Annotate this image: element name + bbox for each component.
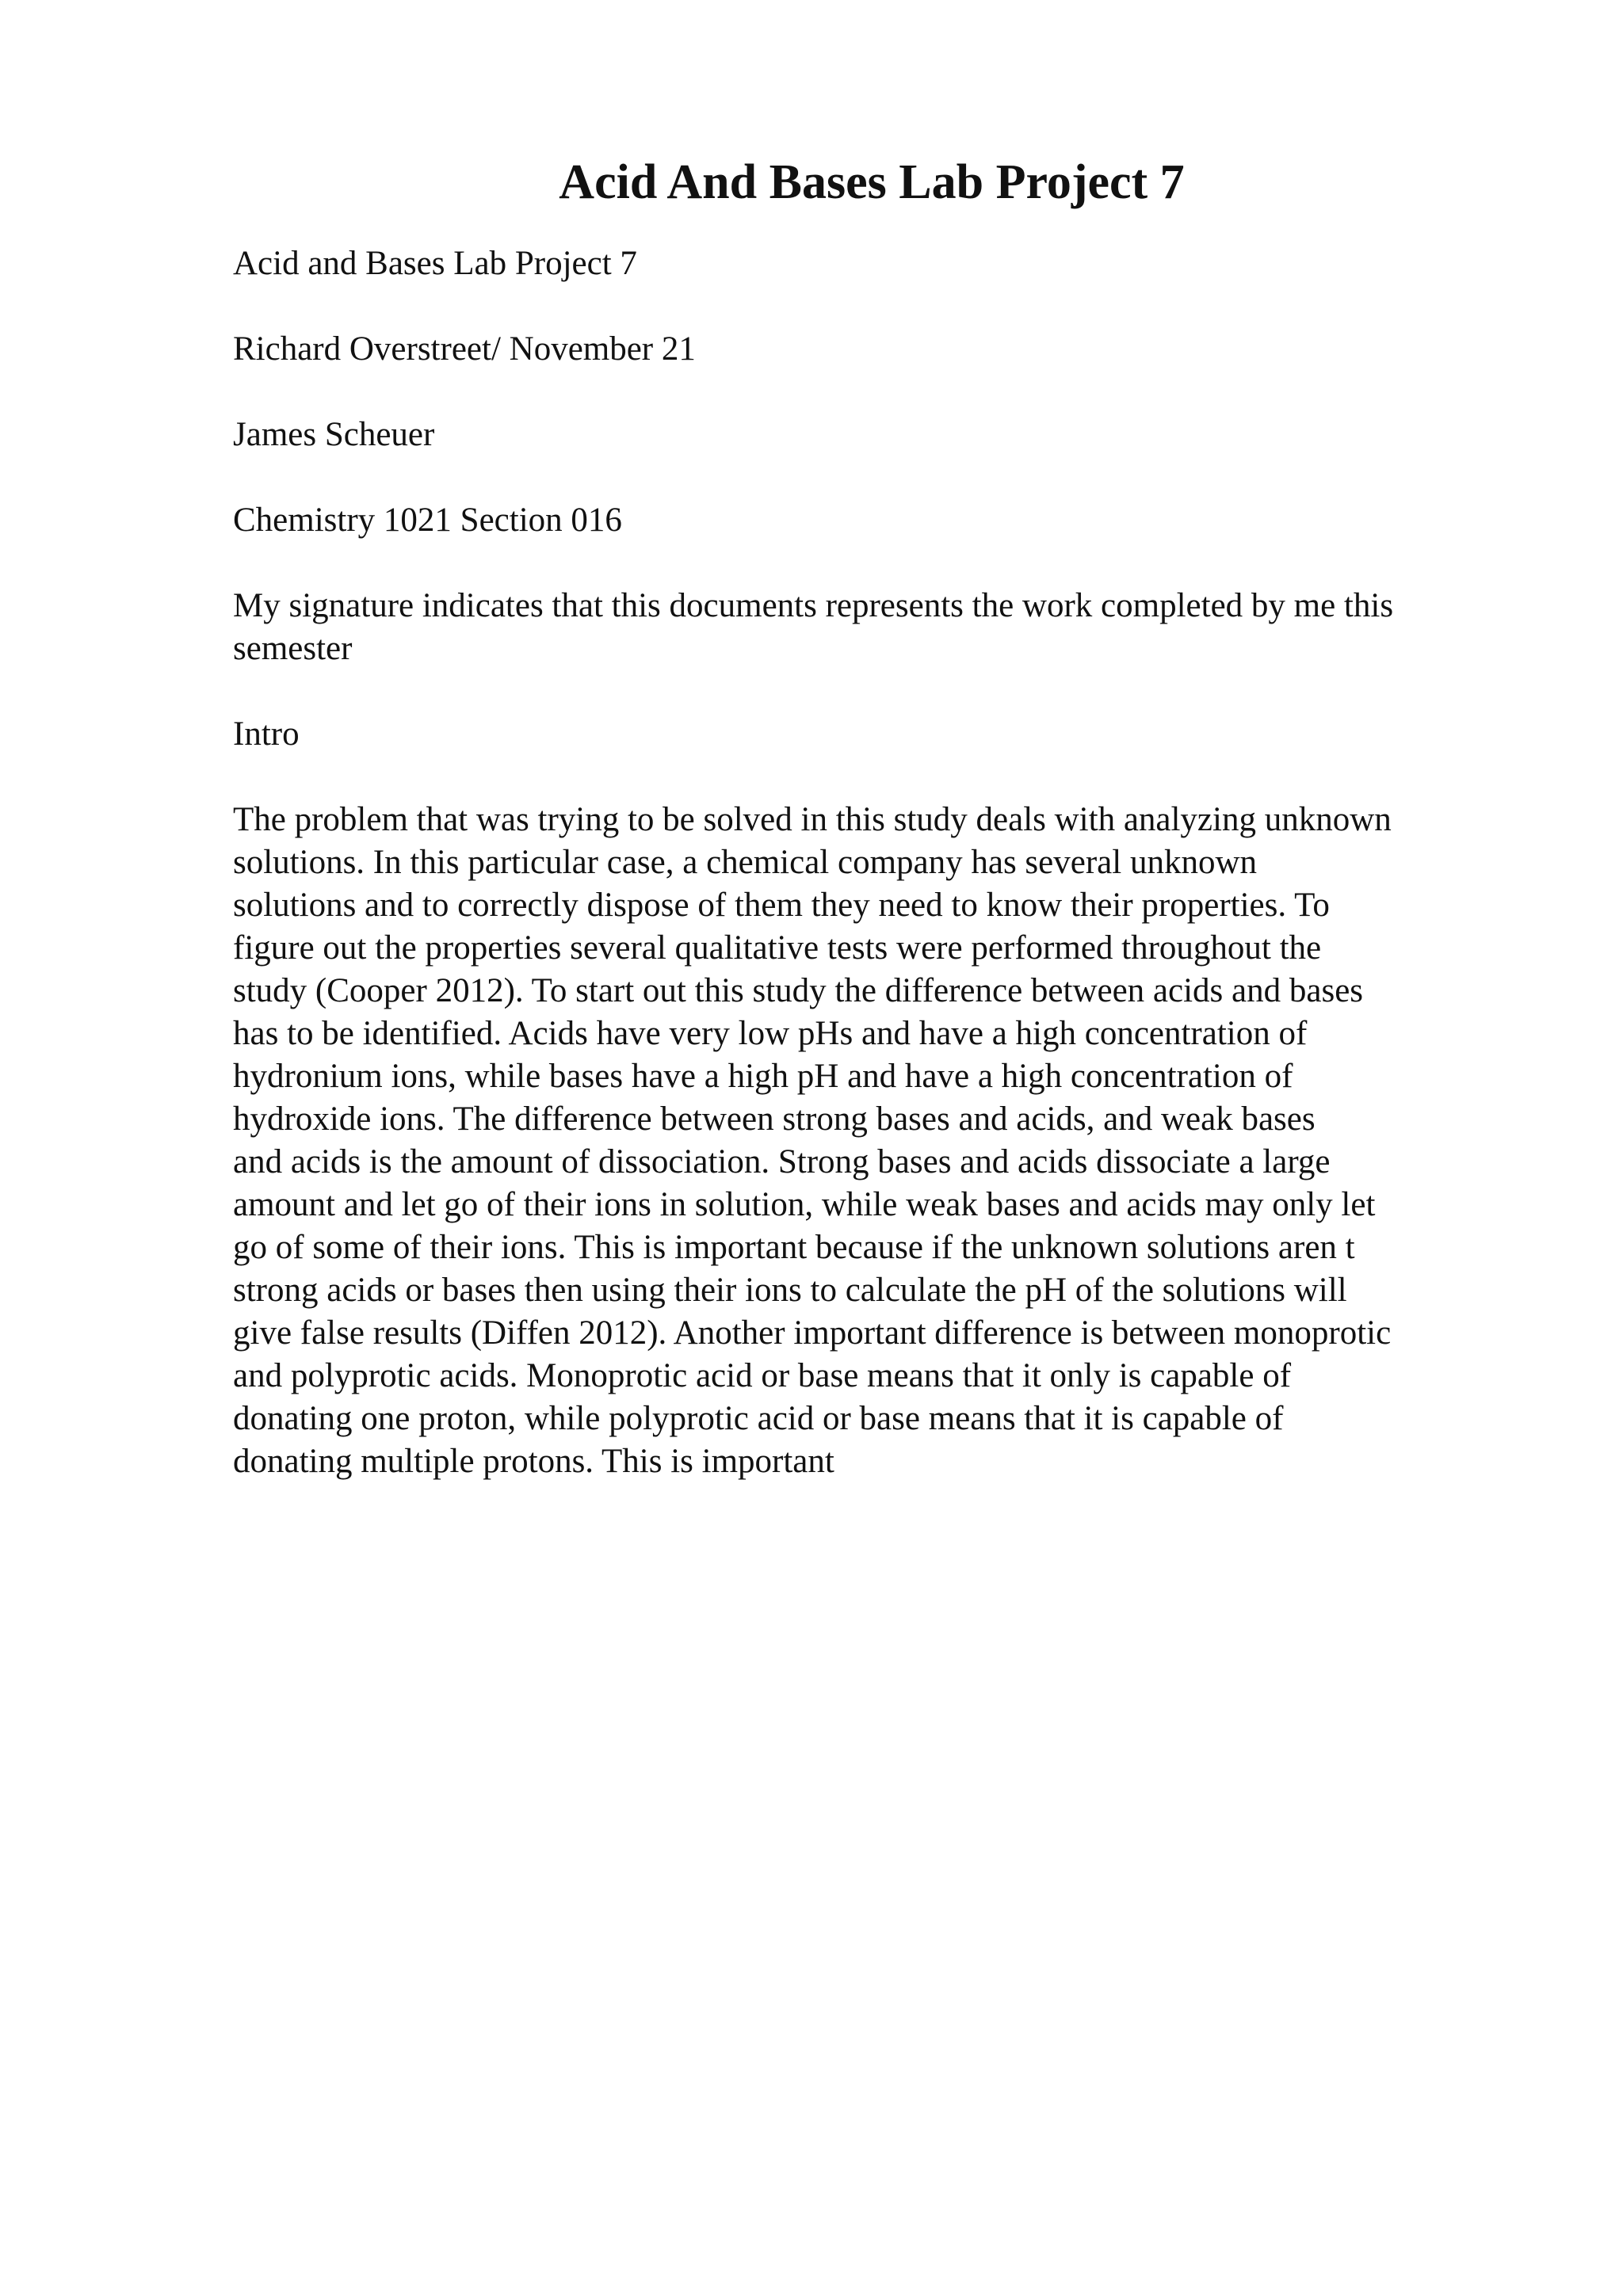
section-heading-intro xyxy=(233,713,1501,756)
text-line: Acid and Bases Lab Project 7 xyxy=(233,245,637,282)
text-line: solutions and to correctly dispose of them they need to know their properties. To xyxy=(233,887,1330,924)
text-line: Chemistry 1021 Section 016 xyxy=(233,502,622,539)
text-line: strong acids or bases then using their ions to calculate the pH of the solutions will xyxy=(233,1272,1347,1309)
text-line: hydroxide ions. The difference between strong bases and acids, and weak bases xyxy=(233,1100,1316,1138)
text-line: James Scheuer xyxy=(233,416,435,453)
text-line: semester xyxy=(233,630,353,667)
header-line-partner xyxy=(233,414,1501,456)
header-line-course-section xyxy=(233,499,1501,542)
text-line: donating multiple protons. This is important xyxy=(233,1443,834,1480)
document-body xyxy=(233,242,1501,1526)
signature-statement xyxy=(233,585,1501,670)
header-line-course-project xyxy=(233,242,1501,285)
text-line: and acids is the amount of dissociation. Strong bases and acids dissociate a large xyxy=(233,1143,1331,1180)
text-line: give false results (Diffen 2012). Another important difference is between monoprotic xyxy=(233,1314,1392,1352)
text-line: has to be identified. Acids have very low pHs and have a high concentration of xyxy=(233,1015,1308,1052)
text-line: Intro xyxy=(233,715,300,753)
text-line: study (Cooper 2012). To start out this study the difference between acids and bases xyxy=(233,972,1364,1009)
text-line: Richard Overstreet/ November 21 xyxy=(233,330,696,368)
text-line: The problem that was trying to be solved in this study deals with analyzing unknown xyxy=(233,801,1392,838)
header-line-author-date xyxy=(233,328,1501,371)
text-line: figure out the properties several qualitative tests were performed throughout the xyxy=(233,929,1322,967)
text-line: amount and let go of their ions in solution, while weak bases and acids may only let xyxy=(233,1186,1376,1223)
text-line: and polyprotic acids. Monoprotic acid or base means that it only is capable of xyxy=(233,1357,1292,1394)
text-line: go of some of their ions. This is important because if the unknown solutions aren t xyxy=(233,1229,1355,1266)
text-line: My signature indicates that this documents represents the work completed by me this xyxy=(233,587,1394,624)
text-line: donating one proton, while polyprotic acid or base means that it is capable of xyxy=(233,1400,1284,1437)
text-line: hydronium ions, while bases have a high pH and have a high concentration of xyxy=(233,1058,1293,1095)
text-line: solutions. In this particular case, a chemical company has several unknown xyxy=(233,844,1257,881)
intro-paragraph xyxy=(233,799,1501,1483)
document-title: Acid And Bases Lab Project 7 xyxy=(559,155,1185,209)
